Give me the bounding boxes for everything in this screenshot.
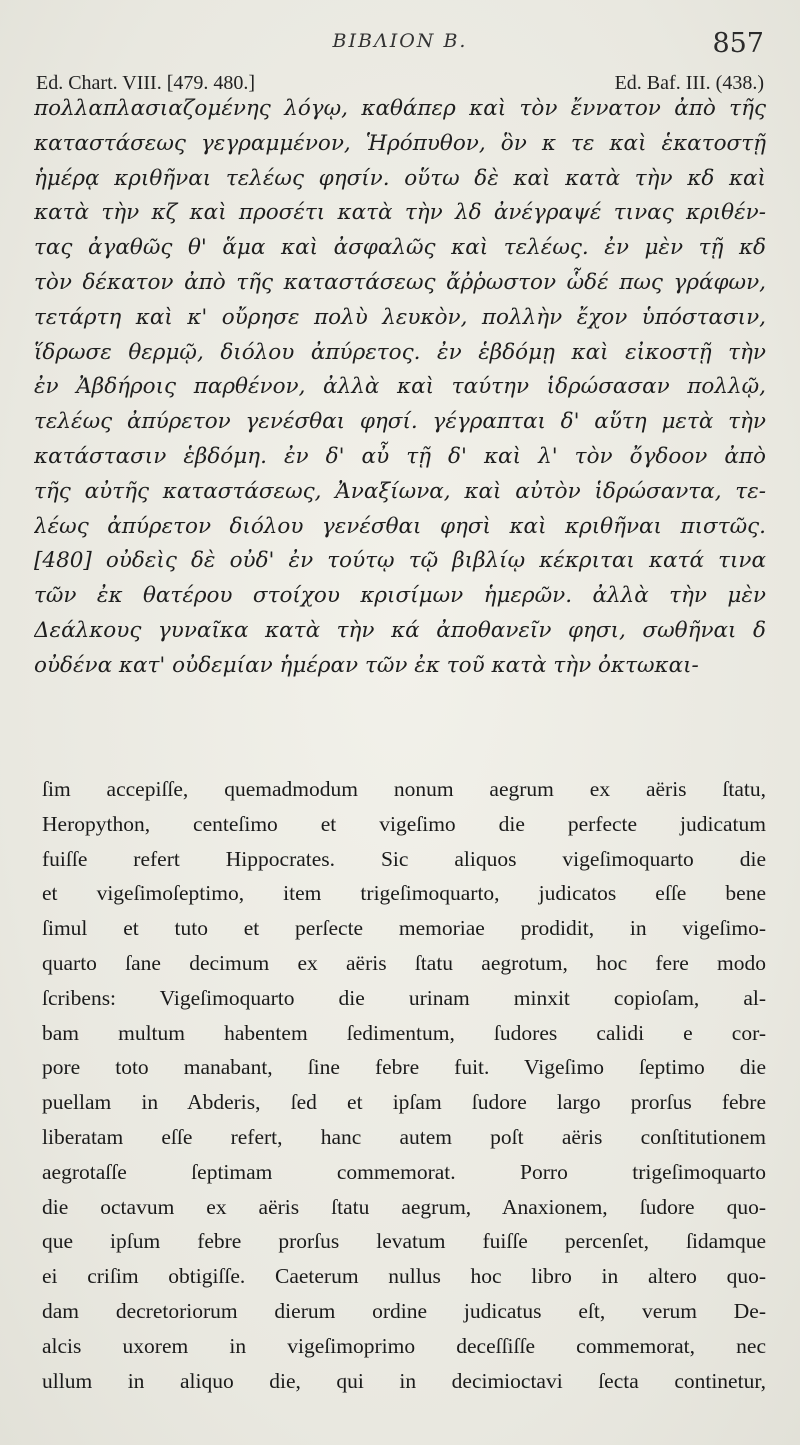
greek-line: οὐδένα κατ' οὐδεμίαν ἡμέραν τῶν ἐκ τοῦ κατὰ τὴν ὀκτωκαι-	[34, 652, 699, 678]
greek-text-block	[34, 92, 766, 684]
latin-line: alcis uxorem in vigeſimoprimo deceſſiſſe commemorat, nec	[42, 1333, 766, 1358]
greek-line: τῆς αὐτῆς καταστάσεως, Ἀναξίωνα, καὶ αὐτὸν ἱδρώσαντα, τε-	[34, 478, 766, 504]
edition-reference-right: Ed. Baf. III. (438.)	[614, 72, 764, 94]
latin-line: et vigeſimoſeptimo, item trigeſimoquarto, judicatos eſſe bene	[42, 881, 766, 906]
edition-reference-left: Ed. Chart. VIII. [479. 480.]	[36, 72, 256, 94]
latin-line: liberatam eſſe refert, hanc autem poſt aëris conſtitutionem	[42, 1124, 766, 1149]
latin-line: bam multum habentem ſedimentum, ſudores calidi e cor-	[42, 1020, 766, 1045]
greek-line: κατάστασιν ἑβδόμη. ἐν δ' αὖ τῇ δ' καὶ λ' τὸν ὄγδοον ἀπὸ	[34, 443, 766, 469]
greek-line: Δεάλκους γυναῖκα κατὰ τὴν κά ἀποθανεῖν φησι, σωθῆναι δ	[34, 617, 766, 643]
latin-line: die octavum ex aëris ſtatu aegrum, Anaxionem, ſudore quo-	[42, 1194, 766, 1219]
greek-line: τετάρτη καὶ κ' οὔρησε πολὺ λευκὸν, πολλὴν ἔχον ὑπόστασιν,	[34, 304, 766, 330]
greek-line: τελέως ἀπύρετον γενέσθαι φησί. γέγραπται δ' αὕτη μετὰ τὴν	[34, 409, 766, 435]
latin-line: aegrotaſſe ſeptimam commemorat. Porro trigeſimoquarto	[42, 1159, 766, 1184]
greek-line: τας ἀγαθῶς θ' ἅμα καὶ ἀσφαλῶς καὶ τελέως. ἐν μὲν τῇ κδ	[34, 235, 766, 261]
running-title: ΒΙΒΛΙΟΝ Β.	[332, 30, 468, 52]
latin-line: dam decretoriorum dierum ordine judicatus eſt, verum De-	[42, 1298, 766, 1323]
latin-line: que ipſum febre prorſus levatum fuiſſe percenſet, ſidamque	[42, 1229, 766, 1254]
latin-line: Heropython, centeſimo et vigeſimo die perfecte judicatum	[42, 811, 766, 836]
greek-line: τῶν ἐκ θατέρου στοίχου κρισίμων ἡμερῶν. ἀλλὰ τὴν μὲν	[34, 583, 766, 609]
greek-line: πολλαπλασιαζομένης λόγῳ, καθάπερ καὶ τὸν ἔννατον ἀπὸ τῆς	[34, 96, 766, 121]
latin-line: puellam in Abderis, ſed et ipſam ſudore largo prorſus febre	[42, 1090, 766, 1115]
latin-line: ſcribens: Vigeſimoquarto die urinam minxit copioſam, al-	[42, 985, 766, 1010]
greek-line: [480] οὐδεὶς δὲ οὐδ' ἐν τούτῳ τῷ βιβλίῳ κέκριται κατά τινα	[34, 548, 766, 574]
latin-line: ei criſim obtigiſſe. Caeterum nullus hoc libro in altero quo-	[42, 1264, 766, 1289]
greek-line: ἡμέρᾳ κριθῆναι τελέως φησίν. οὕτω δὲ καὶ κατὰ τὴν κδ καὶ	[34, 165, 766, 191]
latin-line: ullum in aliquo die, qui in decimioctavi ſecta continetur,	[42, 1368, 766, 1393]
latin-line: ſimul et tuto et perſecte memoriae prodidit, in vigeſimo-	[42, 916, 766, 941]
greek-line: τὸν δέκατον ἀπὸ τῆς καταστάσεως ἄῤῥωστον ὧδέ πως γράφων,	[34, 269, 766, 295]
greek-line: καταστάσεως γεγραμμένον, Ἡρόπυθον, ὃν κ τε καὶ ἑκατοστῇ	[34, 130, 766, 156]
greek-line: λέως ἀπύρετον διόλου γενέσθαι φησὶ καὶ κριθῆναι πιστῶς.	[34, 513, 766, 539]
greek-line: ἐν Ἀβδήροις παρθένον, ἀλλὰ καὶ ταύτην ἱδρώσασαν πολλῷ,	[34, 374, 766, 400]
greek-line: κατὰ τὴν κζ καὶ προσέτι κατὰ τὴν λδ ἀνέγραψέ τινας κριθέν-	[34, 200, 766, 226]
latin-line: fuiſſe refert Hippocrates. Sic aliquos vigeſimoquarto die	[42, 846, 766, 871]
page-number: 857	[712, 28, 764, 59]
greek-line: ἵδρωσε θερμῷ, διόλου ἀπύρετος. ἐν ἑβδόμῃ καὶ εἰκοστῇ τὴν	[34, 339, 766, 365]
latin-line: ſim accepiſſe, quemadmodum nonum aegrum ex aëris ſtatu,	[42, 777, 766, 801]
latin-line: quarto ſane decimum ex aëris ſtatu aegrotum, hoc fere modo	[42, 950, 766, 975]
latin-line: pore toto manabant, ſine febre fuit. Vigeſimo ſeptimo die	[42, 1055, 766, 1080]
latin-text-block	[42, 772, 766, 1398]
